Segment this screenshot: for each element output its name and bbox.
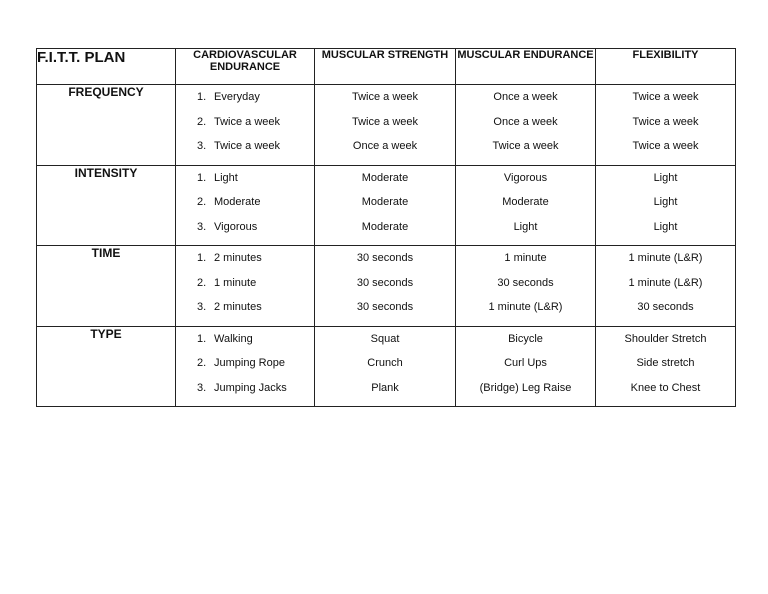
cell-line: Side stretch [636, 357, 695, 369]
cell-line: 1 minute (L&R) [628, 276, 703, 289]
cell-line: Light [653, 220, 678, 233]
cell-line: 1 minute (L&R) [628, 252, 703, 264]
cell-line: 30 seconds [497, 276, 554, 289]
cell-line: Bicycle [508, 332, 543, 345]
cell-frequency-cardio [176, 85, 315, 166]
cell-line: Light [653, 196, 678, 208]
cell-line: Curl Ups [504, 357, 547, 369]
list-number: 2. [197, 357, 207, 369]
table-header-row [37, 49, 736, 85]
list-item [176, 172, 314, 197]
list-item [176, 252, 314, 277]
cell-time-endurance [456, 246, 596, 327]
cell-line: Twice a week [632, 91, 699, 103]
list-text: Jumping Jacks [214, 381, 287, 394]
cell-line: Vigorous [503, 171, 548, 184]
cell-line: Once a week [352, 140, 418, 152]
cell-line: 30 seconds [356, 276, 414, 289]
table-title: F.I.T.T. PLAN [37, 49, 176, 85]
list-text: 1 minute [214, 276, 257, 289]
cell-time-flexibility [596, 246, 736, 327]
cell-line: Light [513, 220, 538, 233]
table-row-time [37, 246, 736, 327]
list-item [176, 277, 314, 302]
list-text: Light [214, 171, 238, 184]
cell-line: Moderate [502, 196, 549, 208]
cell-intensity-flexibility [596, 165, 736, 246]
cell-intensity-cardio [176, 165, 315, 246]
list-item [176, 91, 314, 116]
cell-line: (Bridge) Leg Raise [479, 381, 572, 394]
cell-time-strength [315, 246, 456, 327]
cell-line: Once a week [493, 91, 558, 103]
table-row-intensity [37, 165, 736, 246]
cell-line: Once a week [493, 115, 558, 128]
cell-line: Squat [370, 332, 400, 345]
cell-intensity-strength [315, 165, 456, 246]
list-item [176, 221, 314, 246]
list-item [176, 357, 314, 382]
cell-frequency-endurance [456, 85, 596, 166]
cell-line: Shoulder Stretch [624, 332, 707, 345]
cell-line: Plank [371, 381, 399, 394]
cell-line: Moderate [361, 220, 409, 233]
table-row-type [37, 326, 736, 407]
column-header-muscular-strength: MUSCULAR STRENGTH [315, 49, 456, 85]
list-number: 1. [197, 332, 207, 345]
list-text: 2 minutes [214, 252, 262, 264]
list-number: 1. [197, 252, 207, 264]
row-header-frequency: FREQUENCY [37, 85, 176, 166]
column-header-cardiovascular-endurance: CARDIOVASCULAR ENDURANCE [176, 49, 315, 85]
list-number: 1. [197, 91, 207, 103]
cell-type-strength [315, 326, 456, 407]
table-row-frequency [37, 85, 736, 166]
row-header-type: TYPE [37, 326, 176, 407]
list-number: 3. [197, 220, 207, 233]
cell-line: 1 minute (L&R) [488, 301, 563, 313]
list-number: 2. [197, 115, 207, 128]
cell-line: Twice a week [632, 140, 699, 152]
cell-line: 30 seconds [356, 252, 414, 264]
list-item [176, 196, 314, 221]
fitt-plan-table [36, 48, 736, 407]
cell-line: Light [653, 171, 678, 184]
list-text: Jumping Rope [214, 357, 285, 369]
cell-line: Twice a week [632, 115, 699, 128]
column-header-muscular-endurance: MUSCULAR ENDURANCE [456, 49, 596, 85]
list-number: 3. [197, 301, 207, 313]
cell-frequency-flexibility [596, 85, 736, 166]
cell-type-endurance [456, 326, 596, 407]
list-text: Walking [214, 332, 253, 345]
list-item [176, 140, 314, 165]
cell-line: Twice a week [492, 140, 559, 152]
cell-intensity-endurance [456, 165, 596, 246]
cell-type-flexibility [596, 326, 736, 407]
list-text: Everyday [214, 91, 260, 103]
cell-time-cardio [176, 246, 315, 327]
row-header-intensity: INTENSITY [37, 165, 176, 246]
cell-line: 30 seconds [356, 301, 414, 313]
list-number: 3. [197, 381, 207, 394]
list-text: Twice a week [214, 115, 281, 128]
row-header-time: TIME [37, 246, 176, 327]
list-item [176, 382, 314, 407]
list-item [176, 333, 314, 358]
column-header-flexibility: FLEXIBILITY [596, 49, 736, 85]
cell-type-cardio [176, 326, 315, 407]
cell-frequency-strength [315, 85, 456, 166]
list-number: 2. [197, 276, 207, 289]
cell-line: Twice a week [351, 91, 419, 103]
list-text: Vigorous [214, 220, 258, 233]
cell-line: Moderate [361, 196, 409, 208]
list-item [176, 301, 314, 326]
list-number: 2. [197, 196, 207, 208]
cell-line: Knee to Chest [630, 381, 701, 394]
list-item [176, 116, 314, 141]
cell-line: Crunch [367, 357, 403, 369]
cell-line: Moderate [361, 171, 409, 184]
list-number: 1. [197, 171, 207, 184]
list-text: 2 minutes [214, 301, 262, 313]
list-text: Twice a week [214, 140, 281, 152]
list-text: Moderate [214, 196, 261, 208]
list-number: 3. [197, 140, 207, 152]
cell-line: 1 minute [504, 252, 547, 264]
cell-line: 30 seconds [637, 301, 694, 313]
cell-line: Twice a week [351, 115, 419, 128]
